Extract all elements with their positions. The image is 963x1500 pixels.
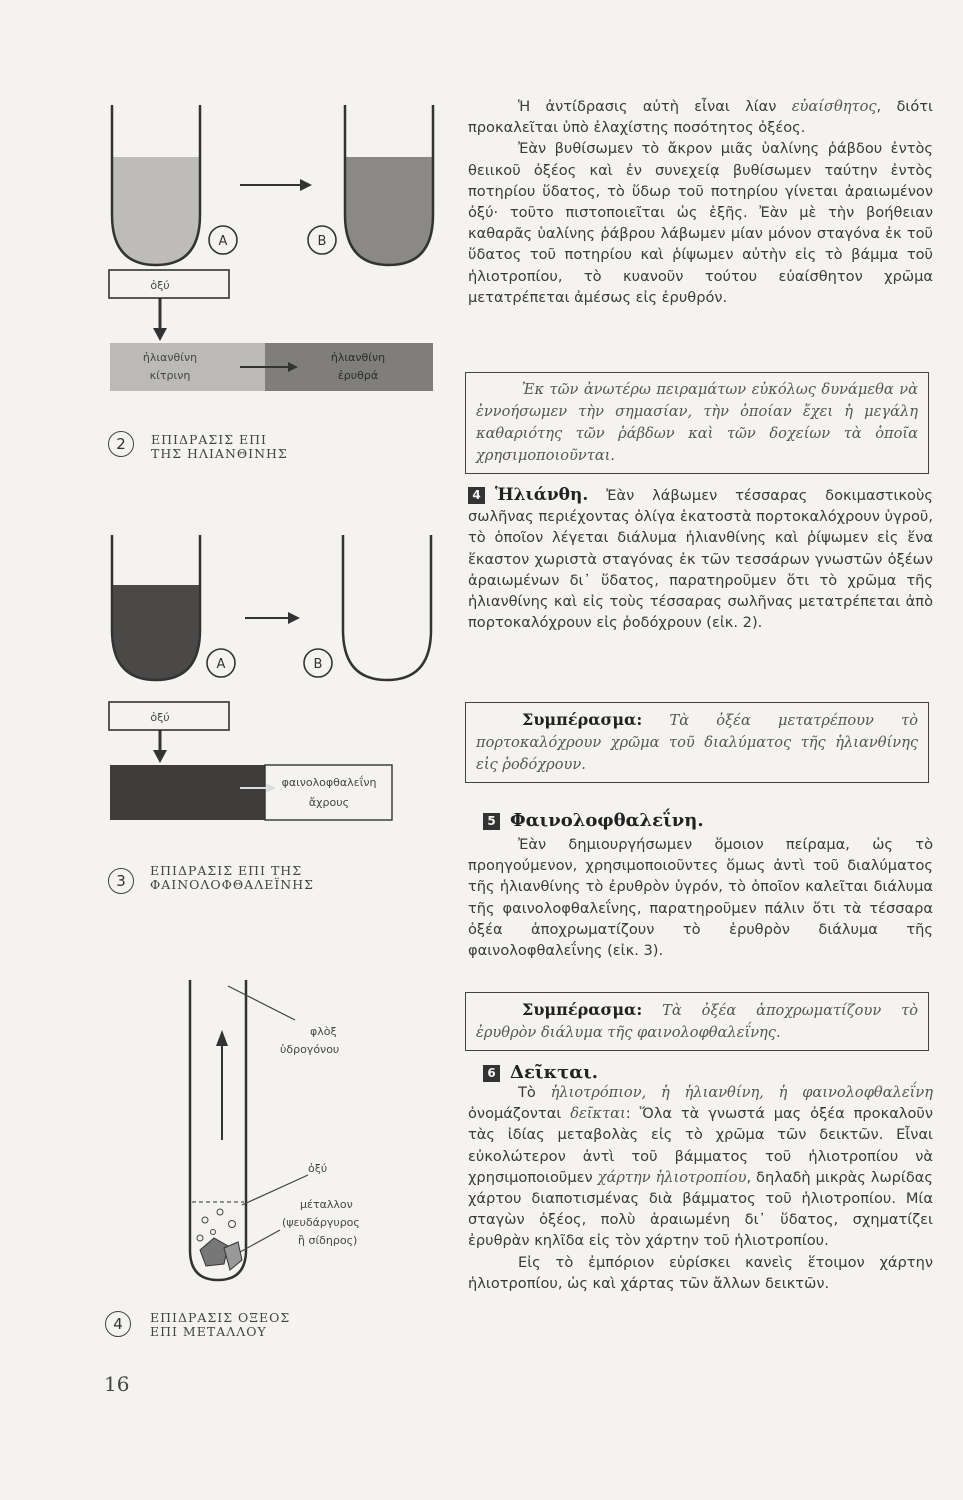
strip-right-label-2: ἄχρους: [308, 796, 350, 809]
section-6-paragraph-2: Εἰς τὸ ἐμπόριον εὑρίσκει κανεὶς ἕτοιμον χάρτην ἡλιοτροπίου, ὡς καὶ χάρτας τῶν ἄλλων δεικτῶν.: [468, 1253, 933, 1292]
section-4-title: Ἡλιάνθη.: [495, 485, 589, 505]
acid-label: ὀξύ: [150, 711, 170, 724]
section-6: [468, 1082, 933, 1294]
strip-left: [110, 765, 265, 820]
fig2-number: 2: [108, 431, 134, 457]
tube-b-liquid: [345, 157, 433, 265]
section-5-body: Ἐὰν δημιουργήσωμεν ὅμοιον πείραμα, ὡς τὸ προηγούμενον, χρησιμοποιοῦντες ὅμως ἀντὶ τοῦ διαλύματος τῆς ἡλιανθίνης τὸ ἐρυθρὸν ὑγρόν, τὸ ὁποῖον καλεῖται διάλυμα τῆς φαινολοφθαλεΐνης, παρατηροῦμεν πάλιν ὅτι τὰ τέσσαρα ὀξέα ἀποχρωματίζουν τὸ ἐρυθρὸν διάλυμα τῆς φαινολοφθαλεΐνης (εἰκ. 3).: [468, 836, 933, 960]
fig3-caption-line2: ΦΑΙΝΟΛΟΦΘΑΛΕΪΝΗΣ: [150, 877, 314, 892]
p1-emphasis: εὐαίσθητος: [791, 98, 877, 115]
arrow-down-head: [153, 750, 167, 763]
page-number: 16: [104, 1372, 130, 1396]
s6-text-b: ὀνομάζονται: [468, 1105, 571, 1123]
leader-acid: [242, 1175, 308, 1205]
section-4-body: Ἐὰν λάβωμεν τέσσαρας δοκιμαστικοὺς σωλῆνας περιέχοντας ὀλίγα ἑκατοστὰ πορτοκαλόχρουν ὑγροῦ, τὸ ὁποῖον λέγεται διάλυμα ἡλιανθίνης καὶ ῥίψωμεν εἰς ἕνα ἕκαστον χωριστὰ σταγόνας ἐκ τῶν τεσσάρων γνωστῶν ὀξέων ἀραιωμένων δι᾽ ὕδατος, παρατηροῦμεν ὅτι τὸ χρῶμα τῆς ἡλιανθίνης καὶ εἰς τοὺς τέσσαρας σωλῆνας μετατρέπεται ἀπὸ πορτοκαλόχρουν εἰς ῥοδόχρουν (εἰκ. 2).: [468, 487, 933, 632]
flame-label-1: φλὸξ: [310, 1025, 337, 1038]
label-a: A: [218, 234, 228, 249]
strip-right-label-1: φαινολοφθαλεΐνη: [281, 776, 377, 789]
note-box: [465, 372, 929, 474]
acid-label: ὀξύ: [150, 279, 170, 292]
fig3-caption-line1: ΕΠΙΔΡΑΣΙΣ ΕΠΙ ΤΗΣ: [150, 863, 303, 878]
fig3-caption: [150, 864, 314, 892]
s6-text-c: : Ὅλα τὰ γνωστά μας ὀξέα προκαλοῦν τὰς ἰδίας μεταβολὰς εἰς τὸ χρῶμα τῶν δεικτῶν. Εἶναι εὐκολώτερον ἀντὶ τοῦ βάμματος τοῦ ἡλιοτροπίου νὰ χρησιμοποιοῦμεν: [468, 1105, 933, 1186]
figure-3-diagram: [100, 530, 445, 830]
metal-label-3: ἢ σίδηρος): [298, 1234, 358, 1247]
s6-text-d: , δηλαδὴ μικρὰς λωρίδας χάρτου διαποτισμένας διὰ βάμματος τοῦ ἡλιοτροπίου. Μία σταγὼν ὀξέος, πολὺ ἀραιωμένη δι᾽ ὕδατος, σχηματίζει ἐρυθρὰν κηλῖδα εἰς τὸν χάρτην τοῦ ἡλιοτροπίου.: [468, 1168, 933, 1250]
section-6-heading: [483, 1062, 598, 1083]
conclusion-1-body: Τὰ ὀξέα μετατρέπουν τὸ πορτοκαλόχρουν χρῶμα τοῦ διαλύματος τῆς ἡλιανθίνης εἰς ῥοδόχρουν.: [476, 712, 918, 773]
tube-b-outline: [343, 535, 431, 680]
tube-a-liquid: [112, 157, 200, 265]
section-6-number: 6: [483, 1065, 500, 1082]
section-4-paragraph: [468, 485, 933, 633]
metal-label-2: (ψευδάργυρος: [282, 1216, 360, 1229]
fig4-caption: [150, 1311, 290, 1339]
fig3-number: 3: [108, 868, 134, 894]
conclusion-box-1: [465, 702, 929, 783]
fig2-caption: [151, 433, 288, 461]
section-5-heading: [483, 810, 704, 831]
tube-a-liquid: [112, 585, 200, 680]
label-b: B: [317, 234, 327, 249]
section-6-paragraph-1: [468, 1082, 933, 1252]
fig4-number: 4: [105, 1311, 131, 1337]
s6-text-a: Τὸ: [518, 1084, 551, 1101]
conclusion-box-2: [465, 992, 929, 1051]
section-5-title: Φαινολοφθαλεΐνη.: [510, 810, 704, 831]
strip-left-label-2: κίτρινη: [149, 369, 191, 382]
p1-text-a: Ἡ ἀντίδρασις αὐτὴ εἶναι λίαν: [518, 98, 792, 115]
strip-left-label-1: ἡλιανθίνη: [142, 351, 198, 364]
strip-right-label-2: ἐρυθρά: [337, 369, 379, 382]
fig2-caption-line2: ΤΗΣ ΗΛΙΑΝΘΙΝΗΣ: [151, 446, 288, 461]
arrow-right-head: [288, 612, 300, 624]
section-5: [468, 834, 933, 961]
fig4-caption-line2: ΕΠΙ ΜΕΤΑΛΛΟΥ: [150, 1324, 267, 1339]
fig2-caption-line1: ΕΠΙΔΡΑΣΙΣ ΕΠΙ: [151, 432, 267, 447]
label-a: A: [216, 657, 226, 672]
note-text: Ἐκ τῶν ἀνωτέρω πειραμάτων εὐκόλως δυνάμεθα νὰ ἐννοήσωμεν τὴν σημασίαν, τὴν ὁποίαν ἔχει ἡ μεγάλη καθαριότης τῶν ῥάβδων καὶ τῶν δοχείων τὰ ὁποῖα χρησιμοποιοῦνται.: [476, 381, 918, 464]
section-4-number: 4: [468, 487, 485, 504]
s6-emphasis-3: χάρτην ἡλιοτροπίου: [597, 1168, 747, 1186]
conclusion-2-title: Συμπέρασμα:: [522, 1000, 643, 1019]
paragraph-1: [468, 96, 933, 138]
conclusion-2-body: Τὰ ὀξέα ἀποχρωματίζουν τὸ ἐρυθρὸν διάλυμα τῆς φαινολοφθαλεΐνης.: [476, 1002, 918, 1041]
conclusion-1-title: Συμπέρασμα:: [522, 710, 643, 729]
figure-4-diagram: [180, 980, 410, 1300]
up-arrow-head: [216, 1030, 228, 1046]
strip-right: [265, 765, 392, 820]
s6-emphasis-1: ἡλιοτρόπιον, ἡ ἡλιανθίνη, ἡ φαινολοφθαλεΐνη: [550, 1084, 933, 1101]
paragraph-2: Ἐὰν βυθίσωμεν τὸ ἄκρον μιᾶς ὑαλίνης ῥάβδου ἐντὸς θειικοῦ ὀξέος καὶ ἐν συνεχείᾳ βυθίσωμεν ταύτην ἐντὸς ποτηρίου ὕδατος, τὸ ὕδωρ τοῦ ποτηρίου γίνεται ἀραιωμένον ὀξύ· τοῦτο πιστοποιεῖται ὡς ἑξῆς. Ἐὰν μὲ τὴν βοήθειαν καθαρᾶς ὑαλίνης ῥάβρου λάβωμεν μίαν μόνον σταγόνα ἐκ τοῦ ὕδατος τοῦ ποτηρίου καὶ ῥίψωμεν αὐτὴν εἰς τὸ βάμμα τοῦ ἡλιοτροπίου, τὸ κυανοῦν τούτου εὐαίσθητον χρῶμα μετατρέπεται ἀμέσως εἰς ἐρυθρόν.: [468, 140, 933, 306]
section-6-title: Δεῖκται.: [510, 1062, 599, 1083]
p1-text-b: , διότι προκαλεῖται ὑπὸ ἐλαχίστης ποσότητος ὀξέος.: [468, 98, 933, 137]
section-4: [468, 485, 933, 633]
s6-emphasis-2: δεῖκται: [570, 1105, 626, 1123]
fig4-caption-line1: ΕΠΙΔΡΑΣΙΣ ΟΞΕΟΣ: [150, 1310, 291, 1325]
paragraph-intro: [468, 96, 933, 308]
arrow-right-head: [300, 179, 312, 191]
figure-2-diagram: [100, 95, 445, 425]
leader-flame: [228, 986, 295, 1020]
acid-label: ὀξύ: [308, 1162, 328, 1175]
label-b: B: [313, 657, 323, 672]
flame-label-2: ὑδρογόνου: [280, 1043, 340, 1056]
arrow-down-head: [153, 328, 167, 341]
section-5-number: 5: [483, 813, 500, 830]
strip-right-label-1: ἡλιανθίνη: [330, 351, 386, 364]
metal-label-1: μέταλλον: [300, 1198, 353, 1211]
